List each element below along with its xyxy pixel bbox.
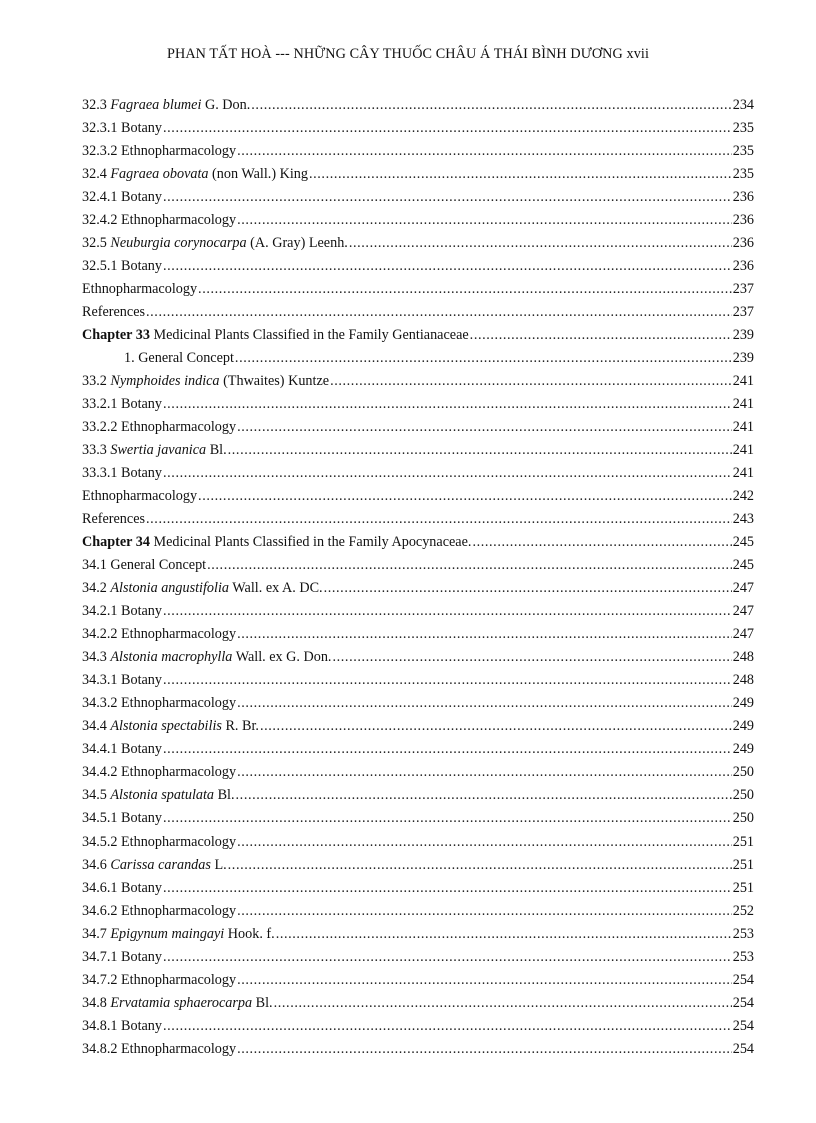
dot-leader bbox=[207, 554, 732, 577]
page-number: 236 bbox=[732, 235, 754, 252]
dot-leader bbox=[235, 347, 732, 370]
section-number: 34.7.2 bbox=[82, 971, 122, 988]
toc-entry-title bbox=[82, 439, 227, 462]
toc-entry[interactable] bbox=[82, 163, 754, 186]
page-number: 242 bbox=[732, 488, 754, 505]
dot-leader bbox=[470, 324, 732, 347]
running-header: PHAN TẤT HOÀ --- NHỮNG CÂY THUỐC CHÂU Á THÁI BÌNH DƯƠNG xvii bbox=[166, 46, 649, 62]
section-number: 32.3 bbox=[82, 97, 111, 113]
toc-entry-title bbox=[82, 347, 234, 370]
dot-leader bbox=[163, 186, 732, 209]
section-number: 34.2 bbox=[82, 580, 111, 597]
dot-leader bbox=[163, 807, 732, 830]
dot-leader bbox=[236, 784, 732, 807]
page-number: 237 bbox=[732, 281, 754, 298]
page-number: 245 bbox=[732, 557, 754, 574]
species-name: Carissa carandas bbox=[110, 856, 211, 873]
toc-entry-title bbox=[82, 1038, 236, 1061]
dot-leader bbox=[237, 416, 732, 439]
toc-entry-title bbox=[82, 946, 162, 969]
page-number: 235 bbox=[732, 166, 754, 183]
section-title: (non Wall.) King bbox=[208, 166, 308, 183]
dot-leader bbox=[349, 232, 732, 255]
section-title: Botany bbox=[121, 189, 162, 206]
section-number: 33.2 bbox=[82, 373, 111, 390]
dot-leader bbox=[163, 462, 732, 485]
dot-leader bbox=[163, 738, 732, 761]
toc-entry[interactable] bbox=[82, 1038, 754, 1061]
dot-leader bbox=[146, 508, 732, 531]
page-number: 250 bbox=[732, 810, 754, 827]
toc-entry-title bbox=[82, 669, 162, 692]
toc-entry[interactable] bbox=[82, 232, 754, 255]
page-number: 241 bbox=[732, 373, 754, 390]
section-title: L. bbox=[210, 856, 227, 873]
toc-entry[interactable] bbox=[82, 669, 754, 692]
section-title: (Thwaites) Kuntze bbox=[219, 373, 330, 390]
toc-entry[interactable] bbox=[82, 831, 754, 854]
species-name: Fagraea blumei bbox=[110, 97, 202, 113]
section-title: Medicinal Plants Classified in the Family Gentianaceae bbox=[149, 327, 469, 344]
section-number: 32.3.2 bbox=[82, 143, 122, 160]
section-title: Botany bbox=[121, 396, 162, 413]
page-number: 241 bbox=[732, 396, 754, 413]
species-name: Alstonia spatulata bbox=[110, 787, 215, 804]
section-title: R. Br. bbox=[221, 718, 259, 735]
dot-leader bbox=[163, 117, 732, 140]
species-name: Neuburgia corynocarpa bbox=[110, 235, 247, 252]
toc-entry-title bbox=[82, 393, 162, 416]
page-number: 236 bbox=[732, 212, 754, 229]
section-title: Medicinal Plants Classified in the Family Apocynaceae. bbox=[149, 534, 472, 551]
dot-leader bbox=[198, 278, 732, 301]
page-number: 237 bbox=[732, 304, 754, 321]
toc-entry[interactable] bbox=[82, 646, 754, 669]
toc-entry-title bbox=[82, 117, 162, 140]
section-number: 34.5.2 bbox=[82, 833, 122, 850]
page-number: 247 bbox=[732, 580, 754, 597]
section-number: 34.3 bbox=[82, 649, 111, 666]
section-number: 32.3.1 bbox=[82, 120, 122, 137]
toc-entry[interactable] bbox=[82, 324, 754, 347]
page-number: 254 bbox=[732, 1017, 754, 1034]
section-title: References bbox=[82, 304, 146, 321]
page-number: 239 bbox=[732, 327, 754, 344]
toc-entry[interactable] bbox=[82, 761, 754, 784]
species-name: Nymphoides indica bbox=[110, 373, 220, 390]
toc-entry-title bbox=[82, 577, 323, 600]
chapter-number: Chapter 33 bbox=[82, 327, 150, 344]
toc-entry[interactable] bbox=[82, 117, 754, 140]
section-number: 32.4.2 bbox=[82, 212, 122, 229]
dot-leader bbox=[260, 715, 732, 738]
toc-entry-title bbox=[82, 554, 206, 577]
species-name: Alstonia spectabilis bbox=[110, 718, 222, 735]
toc-entry-title bbox=[82, 646, 331, 669]
species-name: Swertia javanica bbox=[110, 442, 207, 459]
section-title: Hook. f. bbox=[224, 925, 275, 942]
section-number: 34.8.1 bbox=[82, 1017, 122, 1034]
page-number: 254 bbox=[732, 994, 754, 1011]
section-number: 32.4 bbox=[82, 166, 111, 183]
dot-leader bbox=[237, 761, 732, 784]
toc-entry[interactable] bbox=[82, 508, 754, 531]
toc-entry-title bbox=[82, 462, 162, 485]
section-number: 34.2.2 bbox=[82, 626, 122, 643]
toc-entry-title bbox=[82, 969, 236, 992]
section-number: 34.4 bbox=[82, 718, 111, 735]
toc-entry-title bbox=[82, 94, 250, 117]
toc-entry-title bbox=[82, 370, 329, 393]
page-number: 249 bbox=[732, 718, 754, 735]
section-title: Botany bbox=[121, 948, 162, 965]
page-number: 254 bbox=[732, 1040, 754, 1057]
toc-entry[interactable] bbox=[82, 209, 754, 232]
toc-entry-title bbox=[82, 784, 235, 807]
dot-leader bbox=[237, 623, 732, 646]
section-title: Botany bbox=[121, 258, 162, 275]
toc-entry[interactable] bbox=[82, 877, 754, 900]
section-title: Botany bbox=[121, 810, 162, 827]
section-number: 1. bbox=[124, 350, 139, 367]
species-name: Fagraea obovata bbox=[110, 166, 209, 183]
dot-leader bbox=[237, 969, 732, 992]
page-number: 234 bbox=[732, 97, 754, 113]
dot-leader bbox=[330, 370, 732, 393]
toc-entry[interactable] bbox=[82, 278, 754, 301]
dot-leader bbox=[163, 1015, 732, 1038]
page-number: 241 bbox=[732, 465, 754, 482]
toc-entry[interactable] bbox=[82, 255, 754, 278]
section-title: Botany bbox=[121, 1017, 162, 1034]
section-title: Botany bbox=[121, 741, 162, 758]
section-title: Bl. bbox=[252, 994, 273, 1011]
species-name: Alstonia angustifolia bbox=[110, 580, 230, 597]
section-number: 34.3.2 bbox=[82, 695, 122, 712]
dot-leader bbox=[276, 923, 732, 946]
toc-entry[interactable] bbox=[82, 807, 754, 830]
section-number: 34.2.1 bbox=[82, 603, 122, 620]
page-number: 252 bbox=[732, 902, 754, 919]
section-title: Wall. ex A. DC. bbox=[229, 580, 323, 597]
dot-leader bbox=[309, 163, 732, 186]
page-number: 253 bbox=[732, 925, 754, 942]
section-title: Botany bbox=[121, 603, 162, 620]
section-title: Ethnopharmacology bbox=[121, 626, 237, 643]
page-number: 239 bbox=[732, 350, 754, 367]
toc-entry-title bbox=[82, 186, 162, 209]
section-title: G. Don. bbox=[201, 97, 251, 113]
toc-entry-title bbox=[82, 807, 162, 830]
toc-entry[interactable] bbox=[82, 485, 754, 508]
section-number: 32.4.1 bbox=[82, 189, 122, 206]
dot-leader bbox=[274, 992, 732, 1015]
dot-leader bbox=[163, 946, 732, 969]
toc-entry[interactable] bbox=[82, 738, 754, 761]
toc-entry[interactable] bbox=[82, 854, 754, 877]
toc-entry-title bbox=[82, 232, 348, 255]
dot-leader bbox=[332, 646, 731, 669]
dot-leader bbox=[228, 854, 732, 877]
section-number: 34.1 bbox=[82, 557, 111, 574]
page-number: 236 bbox=[732, 189, 754, 206]
dot-leader bbox=[251, 94, 731, 117]
dot-leader bbox=[163, 600, 732, 623]
section-number: 34.5 bbox=[82, 787, 111, 804]
section-title: Bl. bbox=[214, 787, 235, 804]
page-number: 249 bbox=[732, 695, 754, 712]
dot-leader bbox=[237, 900, 732, 923]
dot-leader bbox=[146, 301, 732, 324]
toc-entry[interactable] bbox=[82, 94, 754, 117]
toc-entry-title bbox=[82, 508, 145, 531]
dot-leader bbox=[324, 577, 732, 600]
dot-leader bbox=[472, 531, 731, 554]
toc-entry-title bbox=[82, 531, 471, 554]
toc-entry[interactable] bbox=[82, 462, 754, 485]
page-number: 251 bbox=[732, 833, 754, 850]
toc-entry-title bbox=[82, 738, 162, 761]
page-number: 245 bbox=[732, 534, 754, 551]
section-number: 34.6 bbox=[82, 856, 111, 873]
toc-entry-title bbox=[82, 831, 236, 854]
toc-entry[interactable] bbox=[82, 715, 754, 738]
page-number: 249 bbox=[732, 741, 754, 758]
page-number: 254 bbox=[732, 971, 754, 988]
section-number: 34.7 bbox=[82, 925, 111, 942]
toc-entry[interactable] bbox=[82, 439, 754, 462]
toc-entry-title bbox=[82, 923, 275, 946]
page-number: 248 bbox=[732, 649, 754, 666]
toc-entry[interactable] bbox=[82, 140, 754, 163]
page-number: 250 bbox=[732, 764, 754, 781]
section-title: Ethnopharmacology bbox=[82, 281, 198, 298]
toc-entry-title bbox=[82, 692, 236, 715]
page-number: 241 bbox=[732, 442, 754, 459]
toc-entry[interactable] bbox=[82, 923, 754, 946]
section-number: 34.8.2 bbox=[82, 1040, 122, 1057]
section-title: General Concept bbox=[110, 557, 207, 574]
page-number: 235 bbox=[732, 143, 754, 160]
chapter-number: Chapter 34 bbox=[82, 534, 150, 551]
toc-entry-title bbox=[82, 877, 162, 900]
section-number: 34.3.1 bbox=[82, 672, 122, 689]
section-title: Bl. bbox=[206, 442, 227, 459]
toc-entry[interactable] bbox=[82, 600, 754, 623]
toc-entry[interactable] bbox=[82, 969, 754, 992]
toc-entry[interactable] bbox=[82, 692, 754, 715]
section-number: 32.5 bbox=[82, 235, 111, 252]
toc-entry-title bbox=[82, 992, 273, 1015]
toc-entry-title bbox=[82, 278, 197, 301]
section-title: Ethnopharmacology bbox=[121, 1040, 237, 1057]
dot-leader bbox=[237, 1038, 732, 1061]
table-of-contents bbox=[82, 94, 754, 1061]
section-number: 34.4.1 bbox=[82, 741, 122, 758]
dot-leader bbox=[228, 439, 732, 462]
toc-entry-title bbox=[82, 255, 162, 278]
section-number: 33.2.2 bbox=[82, 419, 122, 436]
section-number: 34.7.1 bbox=[82, 948, 122, 965]
toc-entry[interactable] bbox=[82, 347, 754, 370]
toc-entry-title bbox=[82, 854, 227, 877]
section-title: Ethnopharmacology bbox=[121, 212, 237, 229]
toc-entry[interactable] bbox=[82, 946, 754, 969]
toc-entry[interactable] bbox=[82, 370, 754, 393]
dot-leader bbox=[163, 393, 732, 416]
toc-entry-title bbox=[82, 1015, 162, 1038]
page-number: 241 bbox=[732, 419, 754, 436]
section-number: 33.2.1 bbox=[82, 396, 122, 413]
section-title: References bbox=[82, 511, 146, 528]
dot-leader bbox=[163, 669, 732, 692]
toc-entry-title bbox=[82, 209, 236, 232]
page-number: 236 bbox=[732, 258, 754, 275]
dot-leader bbox=[237, 140, 732, 163]
dot-leader bbox=[163, 255, 732, 278]
section-number: 32.5.1 bbox=[82, 258, 122, 275]
toc-entry-title bbox=[82, 900, 236, 923]
section-title: Ethnopharmacology bbox=[121, 695, 237, 712]
page-number: 253 bbox=[732, 948, 754, 965]
page-number: 247 bbox=[732, 626, 754, 643]
section-number: 33.3.1 bbox=[82, 465, 122, 482]
section-title: Ethnopharmacology bbox=[121, 833, 237, 850]
toc-entry-title bbox=[82, 761, 236, 784]
section-number: 34.4.2 bbox=[82, 764, 122, 781]
toc-entry-title bbox=[82, 485, 197, 508]
toc-entry[interactable] bbox=[82, 416, 754, 439]
page-number: 251 bbox=[732, 856, 754, 873]
page-number: 247 bbox=[732, 603, 754, 620]
toc-entry[interactable] bbox=[82, 554, 754, 577]
toc-entry[interactable] bbox=[82, 1015, 754, 1038]
section-number: 34.8 bbox=[82, 994, 111, 1011]
toc-entry-title bbox=[82, 416, 236, 439]
section-title: Wall. ex G. Don. bbox=[232, 649, 332, 666]
section-title: Ethnopharmacology bbox=[121, 902, 237, 919]
page-number: 248 bbox=[732, 672, 754, 689]
page-number: 251 bbox=[732, 879, 754, 896]
toc-entry[interactable] bbox=[82, 992, 754, 1015]
dot-leader bbox=[237, 692, 732, 715]
section-title: Ethnopharmacology bbox=[121, 764, 237, 781]
section-title: Botany bbox=[121, 879, 162, 896]
dot-leader bbox=[163, 877, 732, 900]
toc-entry[interactable] bbox=[82, 393, 754, 416]
species-name: Alstonia macrophylla bbox=[110, 649, 233, 666]
toc-entry-title bbox=[82, 600, 162, 623]
toc-entry-title bbox=[82, 140, 236, 163]
section-number: 33.3 bbox=[82, 442, 111, 459]
toc-entry-title bbox=[82, 623, 236, 646]
toc-entry[interactable] bbox=[82, 531, 754, 554]
toc-entry[interactable] bbox=[82, 301, 754, 324]
dot-leader bbox=[237, 831, 732, 854]
toc-entry[interactable] bbox=[82, 577, 754, 600]
section-title: Ethnopharmacology bbox=[121, 143, 237, 160]
section-title: Ethnopharmacology bbox=[121, 419, 237, 436]
species-name: Epigynum maingayi bbox=[110, 925, 225, 942]
species-name: Ervatamia sphaerocarpa bbox=[110, 994, 253, 1011]
section-title: Botany bbox=[121, 465, 162, 482]
toc-entry-title bbox=[82, 163, 308, 186]
page-number: 250 bbox=[732, 787, 754, 804]
page-number: 243 bbox=[732, 511, 754, 528]
toc-entry[interactable] bbox=[82, 623, 754, 646]
page-number: 235 bbox=[732, 120, 754, 137]
toc-entry[interactable] bbox=[82, 784, 754, 807]
section-title: General Concept bbox=[138, 350, 234, 367]
section-title: Botany bbox=[121, 120, 162, 137]
section-title: Ethnopharmacology bbox=[82, 488, 198, 505]
section-number: 34.6.1 bbox=[82, 879, 122, 896]
section-number: 34.6.2 bbox=[82, 902, 122, 919]
section-title: (A. Gray) Leenh. bbox=[246, 235, 348, 252]
toc-entry-title bbox=[82, 324, 469, 347]
toc-entry-title bbox=[82, 715, 259, 738]
section-title: Botany bbox=[121, 672, 162, 689]
dot-leader bbox=[198, 485, 732, 508]
section-title: Ethnopharmacology bbox=[121, 971, 237, 988]
toc-entry[interactable] bbox=[82, 900, 754, 923]
dot-leader bbox=[237, 209, 732, 232]
toc-entry[interactable] bbox=[82, 186, 754, 209]
section-number: 34.5.1 bbox=[82, 810, 122, 827]
toc-entry-title bbox=[82, 301, 145, 324]
